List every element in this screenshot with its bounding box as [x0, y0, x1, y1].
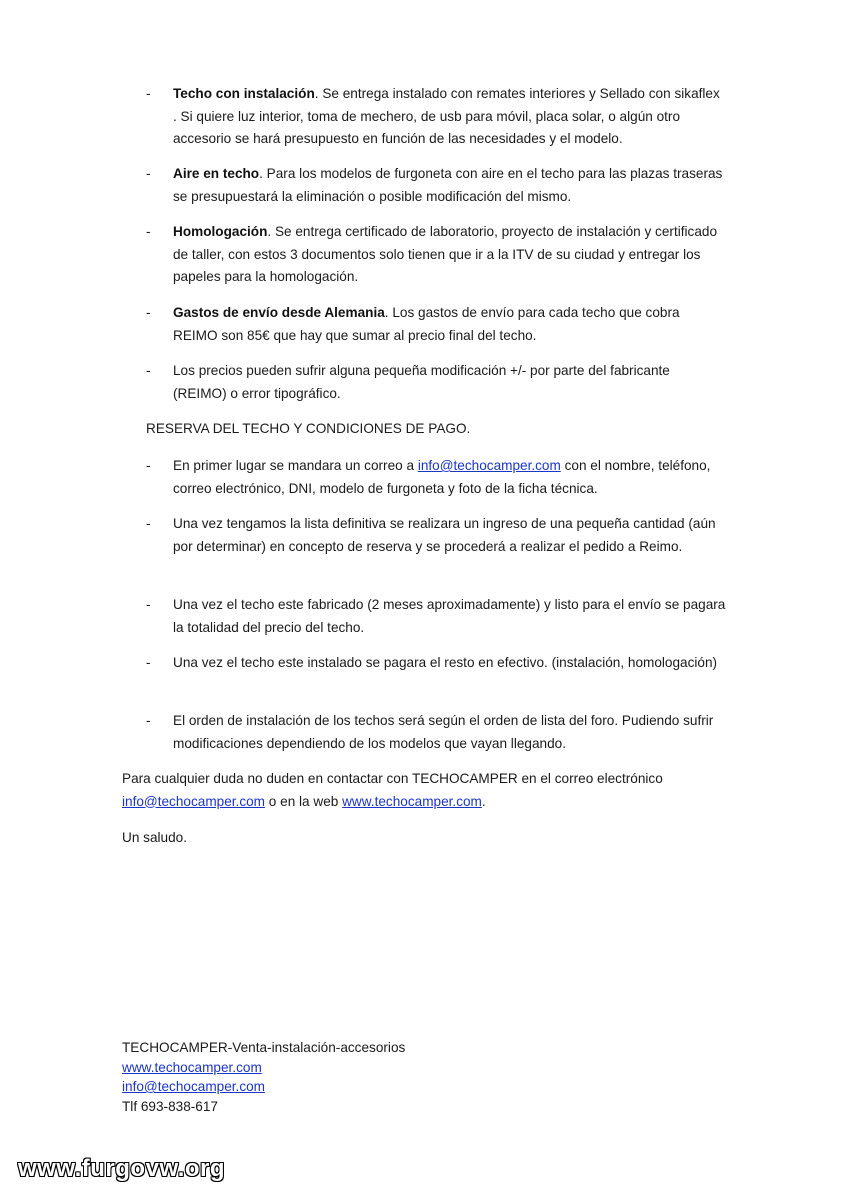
bullet-dash: -: [146, 713, 151, 728]
bullet-dash: -: [146, 363, 151, 378]
contact-paragraph: [122, 768, 742, 813]
footer-signature: [122, 1038, 405, 1116]
phone-line: Tlf 693-838-617: [122, 1098, 218, 1114]
item-title: Gastos de envío desde Alemania: [173, 305, 385, 320]
bullet-dash: -: [146, 458, 151, 473]
list-item: [146, 163, 726, 208]
item-text: Los precios pueden sufrir alguna pequeña modificación +/- por parte del fabricante (REIMO) o error tipográfico.: [173, 363, 670, 401]
bullet-dash: -: [146, 655, 151, 670]
contact-text: .: [481, 793, 486, 809]
list-item: [146, 710, 726, 755]
list-item: [146, 513, 726, 558]
item-text: . Se entrega instalado con remates interiores y Sellado con sikaflex . Si quiere luz interior, toma de mechero, de usb para móvil, placa solar, o algún otro accesorio se hará presupuesto en función de las necesidades y el modelo.: [173, 86, 720, 146]
item-text: En primer lugar se mandara un correo a: [173, 458, 418, 473]
bullet-dash: -: [146, 86, 151, 101]
website-link[interactable]: www.techocamper.com: [122, 1059, 262, 1075]
bullet-dash: -: [146, 305, 151, 320]
item-text: El orden de instalación de los techos será según el orden de lista del foro. Pudiendo sufrir modificaciones dependiendo de los modelos que vayan llegando.: [173, 713, 714, 751]
email-link[interactable]: info@techocamper.com: [417, 458, 561, 473]
closing-text: Un saludo.: [122, 830, 187, 845]
item-text: Una vez el techo este instalado se pagara el resto en efectivo. (instalación, homologación): [173, 655, 718, 670]
list-item: [146, 302, 726, 347]
bullet-dash: -: [146, 166, 151, 181]
contact-text: Para cualquier duda no duden en contactar con TECHOCAMPER en el correo electrónico: [122, 771, 663, 786]
bullet-dash: -: [146, 224, 151, 239]
item-text: con el nombre, teléfono, correo electrónico, DNI, modelo de furgoneta y foto de la ficha técnica.: [173, 458, 711, 496]
company-line: TECHOCAMPER-Venta-instalación-accesorios: [122, 1040, 406, 1055]
website-link[interactable]: www.techocamper.com: [342, 793, 482, 809]
email-link[interactable]: info@techocamper.com: [122, 793, 266, 809]
bullet-dash: -: [146, 516, 151, 531]
list-item: [146, 594, 726, 639]
item-text: Una vez el techo este fabricado (2 meses aproximadamente) y listo para el envío se pagara la totalidad del precio del techo.: [173, 597, 726, 635]
item-text: . Para los modelos de furgoneta con aire en el techo para las plazas traseras se presupuestará la eliminación o posible modificación del mismo.: [173, 166, 723, 204]
list-item: [146, 652, 726, 675]
watermark: www.furgovw.org: [18, 1155, 226, 1182]
item-text: . Se entrega certificado de laboratorio, proyecto de instalación y certificado de taller, con estos 3 documentos solo tienen que ir a la ITV de su ciudad y entregar los papeles para la homologación.: [173, 224, 718, 284]
item-text: Una vez tengamos la lista definitiva se realizara un ingreso de una pequeña cantidad (aún por determinar) en concepto de reserva y se procederá a realizar el pedido a Reimo.: [173, 516, 716, 554]
section-heading: RESERVA DEL TECHO Y CONDICIONES DE PAGO.: [146, 421, 471, 436]
item-title: Aire en techo: [173, 166, 260, 181]
item-title: Homologación: [173, 224, 268, 239]
bullet-dash: -: [146, 597, 151, 612]
list-item: [146, 221, 726, 289]
list-item: [146, 83, 726, 151]
list-item: [146, 360, 726, 405]
contact-text: o en la web: [265, 793, 343, 809]
item-title: Techo con instalación: [173, 86, 315, 101]
email-link[interactable]: info@techocamper.com: [122, 1079, 266, 1094]
list-item: [146, 455, 726, 500]
item-text: . Los gastos de envío para cada techo que cobra REIMO son 85€ que hay que sumar al precio final del techo.: [173, 305, 680, 343]
